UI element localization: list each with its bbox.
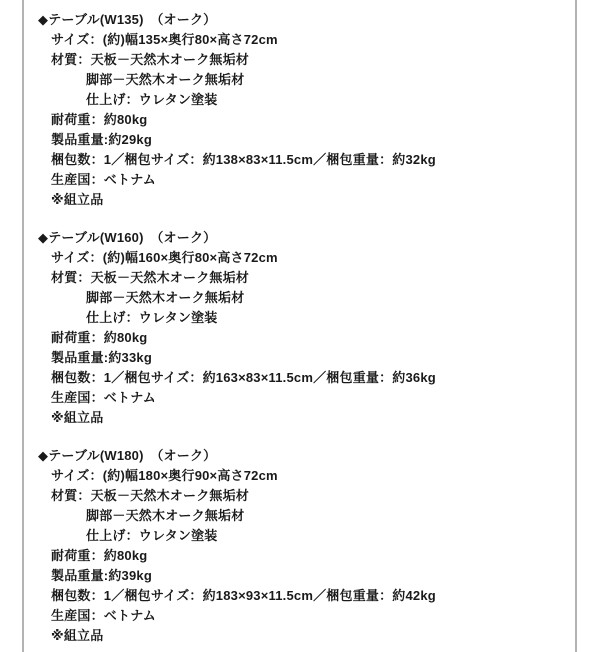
spec-country: 生産国：ベトナム [51,608,156,623]
spec-section-w180 [24,446,575,646]
spec-packing: 梱包数：1／梱包サイズ：約183×93×11.5cm／梱包重量：約42kg [51,588,436,603]
spec-material-top: 材質：天板－天然木オーク無垢材 [51,270,250,285]
spec-weight: 製品重量:約33kg [51,350,152,365]
spec-country: 生産国：ベトナム [51,172,156,187]
spec-assembly-note: ※組立品 [51,192,104,207]
spec-size: サイズ：(約)幅160×奥行80×高さ72cm [51,250,278,265]
spec-section-w135 [24,10,575,210]
spec-weight: 製品重量:約39kg [51,568,152,583]
spec-size: サイズ：(約)幅180×奥行90×高さ72cm [51,468,278,483]
spec-material-leg: 脚部－天然木オーク無垢材 [86,290,245,305]
spec-assembly-note: ※組立品 [51,628,104,643]
spec-material-leg: 脚部－天然木オーク無垢材 [86,72,245,87]
section-title: ◆テーブル(W160) （オーク） [38,230,217,245]
spec-country: 生産国：ベトナム [51,390,156,405]
spec-packing: 梱包数：1／梱包サイズ：約163×83×11.5cm／梱包重量：約36kg [51,370,436,385]
spec-load: 耐荷重：約80kg [51,112,148,127]
section-title: ◆テーブル(W180) （オーク） [38,448,217,463]
spec-material-top: 材質：天板－天然木オーク無垢材 [51,52,250,67]
spec-assembly-note: ※組立品 [51,410,104,425]
section-title: ◆テーブル(W135) （オーク） [38,12,217,27]
spec-packing: 梱包数：1／梱包サイズ：約138×83×11.5cm／梱包重量：約32kg [51,152,436,167]
spec-size: サイズ：(約)幅135×奥行80×高さ72cm [51,32,278,47]
spec-finish: 仕上げ：ウレタン塗装 [86,310,218,325]
spec-finish: 仕上げ：ウレタン塗装 [86,92,218,107]
spec-sheet-frame [22,0,577,652]
spec-material-top: 材質：天板－天然木オーク無垢材 [51,488,250,503]
spec-section-w160 [24,228,575,428]
spec-material-leg: 脚部－天然木オーク無垢材 [86,508,245,523]
spec-load: 耐荷重：約80kg [51,548,148,563]
spec-weight: 製品重量:約29kg [51,132,152,147]
spec-load: 耐荷重：約80kg [51,330,148,345]
spec-finish: 仕上げ：ウレタン塗装 [86,528,218,543]
